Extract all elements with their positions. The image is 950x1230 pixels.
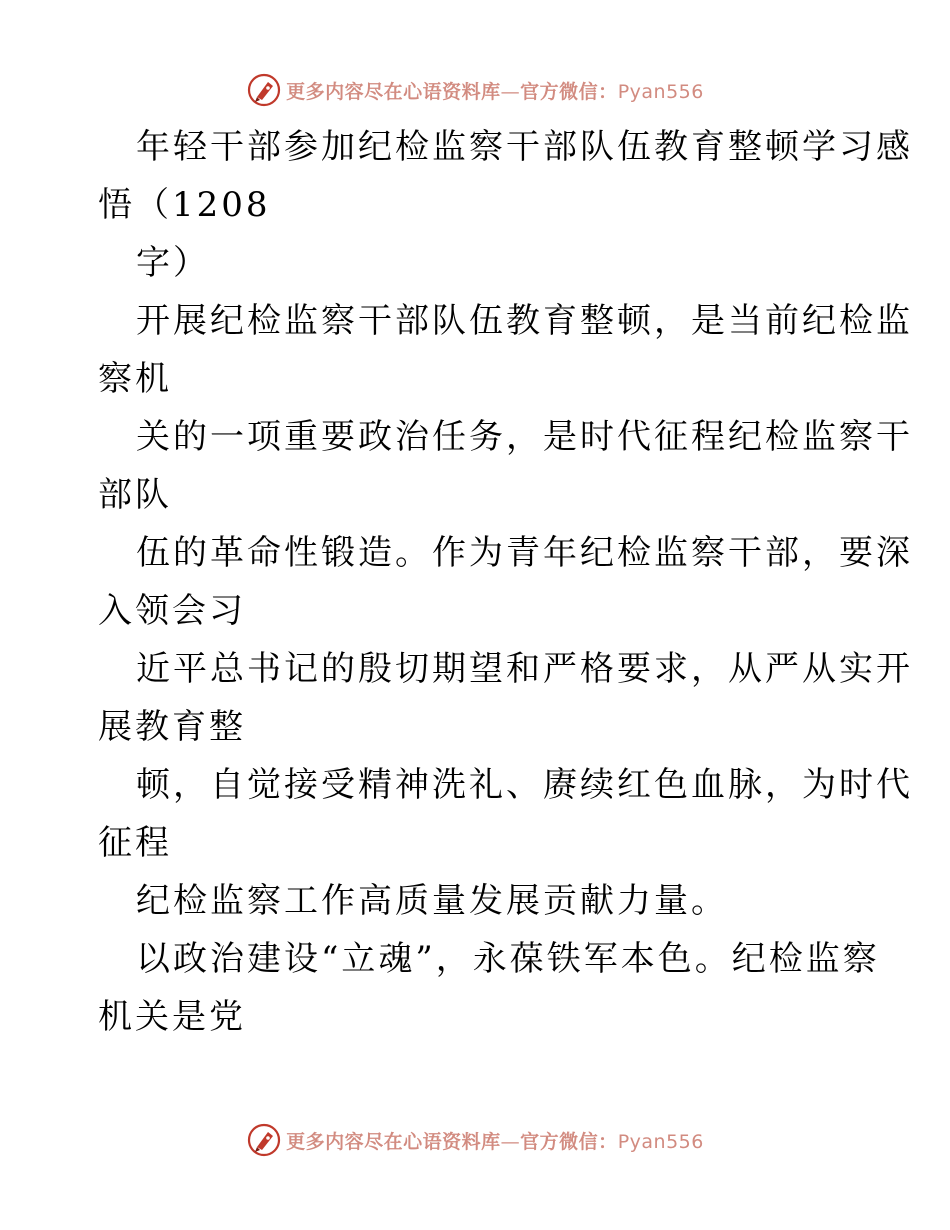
brand-text: 更多内容尽在心语资料库	[286, 80, 501, 103]
title-line: 年轻干部参加纪检监察干部队伍教育整顿学习感	[136, 127, 913, 167]
footer-watermark-banner	[0, 1120, 950, 1160]
paragraph-line: 机关是党	[98, 997, 246, 1037]
paragraph-line: 开展纪检监察干部队伍教育整顿，是当前纪检监	[136, 301, 913, 341]
banner-dash: —	[500, 80, 521, 103]
paragraph-line: 近平总书记的殷切期望和严格要求，从严从实开	[136, 649, 913, 689]
paragraph-line: 征程	[98, 823, 172, 863]
header-watermark-banner	[0, 70, 950, 110]
paragraph-line: 伍的革命性锻造。作为青年纪检监察干部，要深	[136, 533, 913, 573]
pen-nib-logo-icon	[246, 1122, 282, 1158]
pen-nib-logo-icon	[246, 72, 282, 108]
wechat-label: 官方微信：	[520, 80, 618, 103]
paragraph-line: 顿，自觉接受精神洗礼、赓续红色血脉，为时代	[136, 765, 913, 805]
paragraph-line: 关的一项重要政治任务，是时代征程纪检监察干	[136, 417, 913, 457]
document-body	[98, 118, 913, 1046]
banner-dash: —	[500, 1130, 521, 1153]
wechat-label: 官方微信：	[520, 1130, 618, 1153]
wechat-id: Pyan556	[617, 1130, 704, 1153]
banner-text	[286, 77, 704, 104]
paragraph-line: 入领会习	[98, 591, 246, 631]
paragraph-line: 部队	[98, 475, 172, 515]
paragraph-line: 以政治建设“立魂”，永葆铁军本色。纪检监察	[136, 939, 880, 979]
paragraph-line: 展教育整	[98, 707, 246, 747]
paragraph-line: 纪检监察工作高质量发展贡献力量。	[136, 881, 728, 921]
wechat-id: Pyan556	[617, 80, 704, 103]
paragraph-line: 察机	[98, 359, 172, 399]
banner-text	[286, 1127, 704, 1154]
title-line: 悟（1208	[98, 185, 271, 225]
title-line: 字）	[136, 243, 210, 283]
brand-text: 更多内容尽在心语资料库	[286, 1130, 501, 1153]
